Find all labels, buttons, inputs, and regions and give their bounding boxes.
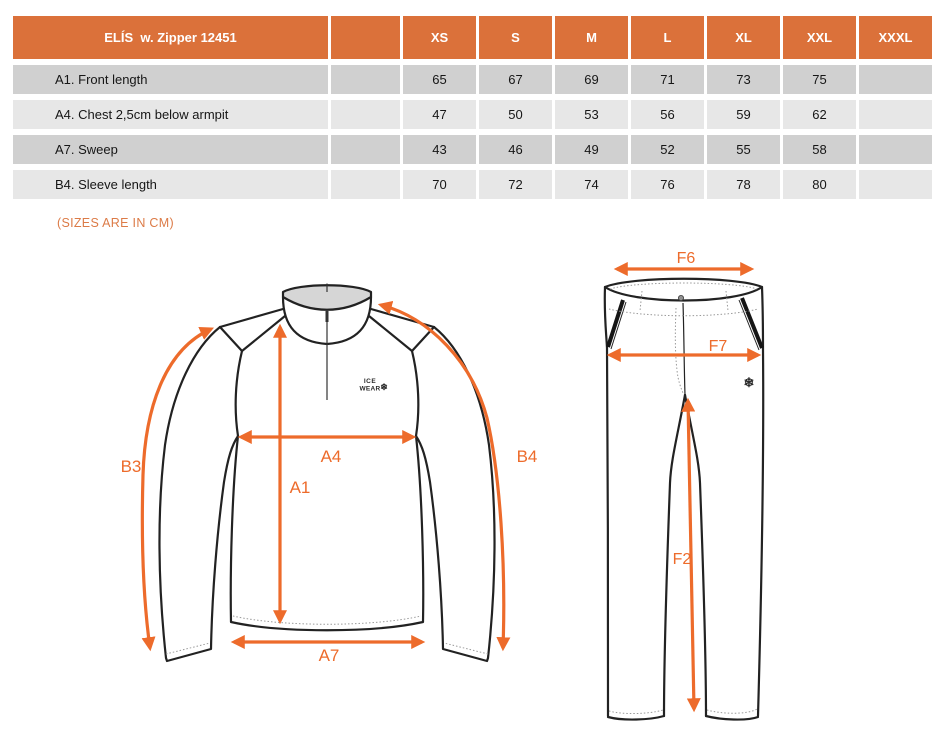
left-cuff-stitch <box>166 643 210 654</box>
value-cell: 73 <box>707 65 780 94</box>
table-row-chest <box>13 100 932 129</box>
value-cell <box>859 170 932 199</box>
row-label: B4. Sleeve length <box>13 170 328 199</box>
f7-label: F7 <box>708 338 728 355</box>
right-pocket-opening <box>742 298 762 348</box>
logo-text-line2: WEAR <box>359 385 381 393</box>
row-spacer-cell <box>331 65 400 94</box>
value-cell: 74 <box>555 170 628 199</box>
value-cell: 52 <box>631 135 704 164</box>
right-hem-stitch <box>707 709 757 713</box>
right-sleeve <box>416 327 495 661</box>
value-cell: 55 <box>707 135 780 164</box>
left-sleeve <box>159 327 238 661</box>
size-column-header-xl: XL <box>707 16 780 59</box>
left-outer-seam <box>605 287 608 716</box>
a1-label: A1 <box>289 478 311 497</box>
header-spacer-cell <box>331 16 400 59</box>
b3-arrow <box>142 329 211 648</box>
value-cell: 47 <box>403 100 476 129</box>
size-column-header-xs: XS <box>403 16 476 59</box>
value-cell <box>859 65 932 94</box>
logo-text-line1: ICE <box>363 378 377 385</box>
value-cell <box>859 100 932 129</box>
value-cell: 46 <box>479 135 552 164</box>
right-cuff-stitch <box>444 643 488 654</box>
row-label: A4. Chest 2,5cm below armpit <box>13 100 328 129</box>
waist-button <box>678 295 683 300</box>
f2-label: F2 <box>672 551 692 568</box>
row-spacer-cell <box>331 100 400 129</box>
center-front-seam <box>683 303 685 395</box>
a7-label: A7 <box>318 646 340 665</box>
value-cell: 70 <box>403 170 476 199</box>
right-shoulder-panel <box>369 316 434 351</box>
table-row-front-length <box>13 65 932 94</box>
snowflake-icon: ❄ <box>743 375 755 390</box>
value-cell: 59 <box>707 100 780 129</box>
b4-label: B4 <box>516 447 538 466</box>
snowflake-icon: ❄ <box>380 382 388 392</box>
table-header-row <box>13 16 932 59</box>
value-cell: 72 <box>479 170 552 199</box>
size-column-header-xxxl: XXXL <box>859 16 932 59</box>
size-column-header-xxl: XXL <box>783 16 856 59</box>
pants-diagram <box>590 248 780 748</box>
row-label: A1. Front length <box>13 65 328 94</box>
table-title: ELÍS w. Zipper 12451 <box>13 16 328 59</box>
value-cell: 56 <box>631 100 704 129</box>
right-hem <box>706 716 758 720</box>
value-cell: 71 <box>631 65 704 94</box>
left-raglan-seam <box>236 351 242 436</box>
value-cell: 50 <box>479 100 552 129</box>
left-shoulder-panel <box>220 316 285 351</box>
size-column-header-m: M <box>555 16 628 59</box>
value-cell: 69 <box>555 65 628 94</box>
value-cell: 58 <box>783 135 856 164</box>
value-cell: 75 <box>783 65 856 94</box>
value-cell: 80 <box>783 170 856 199</box>
value-cell <box>859 135 932 164</box>
table-row-sweep <box>13 135 932 164</box>
value-cell: 76 <box>631 170 704 199</box>
value-cell: 78 <box>707 170 780 199</box>
left-pocket-opening <box>608 300 623 347</box>
value-cell: 43 <box>403 135 476 164</box>
left-hem-stitch <box>609 710 663 714</box>
right-raglan-seam <box>412 351 418 436</box>
sweater-diagram <box>100 250 560 710</box>
left-hem <box>608 716 664 720</box>
value-cell: 53 <box>555 100 628 129</box>
size-column-header-l: L <box>631 16 704 59</box>
sizes-note: (SIZES ARE IN CM) <box>57 216 174 230</box>
size-table <box>10 10 935 205</box>
right-outer-seam <box>758 287 763 716</box>
value-cell: 62 <box>783 100 856 129</box>
f6-label: F6 <box>676 250 696 267</box>
b4-arrow <box>381 305 504 648</box>
value-cell: 67 <box>479 65 552 94</box>
row-label: A7. Sweep <box>13 135 328 164</box>
hem-stitch <box>233 616 421 624</box>
right-pocket-edge <box>739 300 759 350</box>
b3-label: B3 <box>120 457 142 476</box>
fly-stitch <box>675 308 683 393</box>
row-spacer-cell <box>331 170 400 199</box>
icewear-logo <box>359 378 387 393</box>
table-row-sleeve-length <box>13 170 932 199</box>
a4-label: A4 <box>320 447 342 466</box>
value-cell: 49 <box>555 135 628 164</box>
value-cell: 65 <box>403 65 476 94</box>
row-spacer-cell <box>331 135 400 164</box>
size-column-header-s: S <box>479 16 552 59</box>
